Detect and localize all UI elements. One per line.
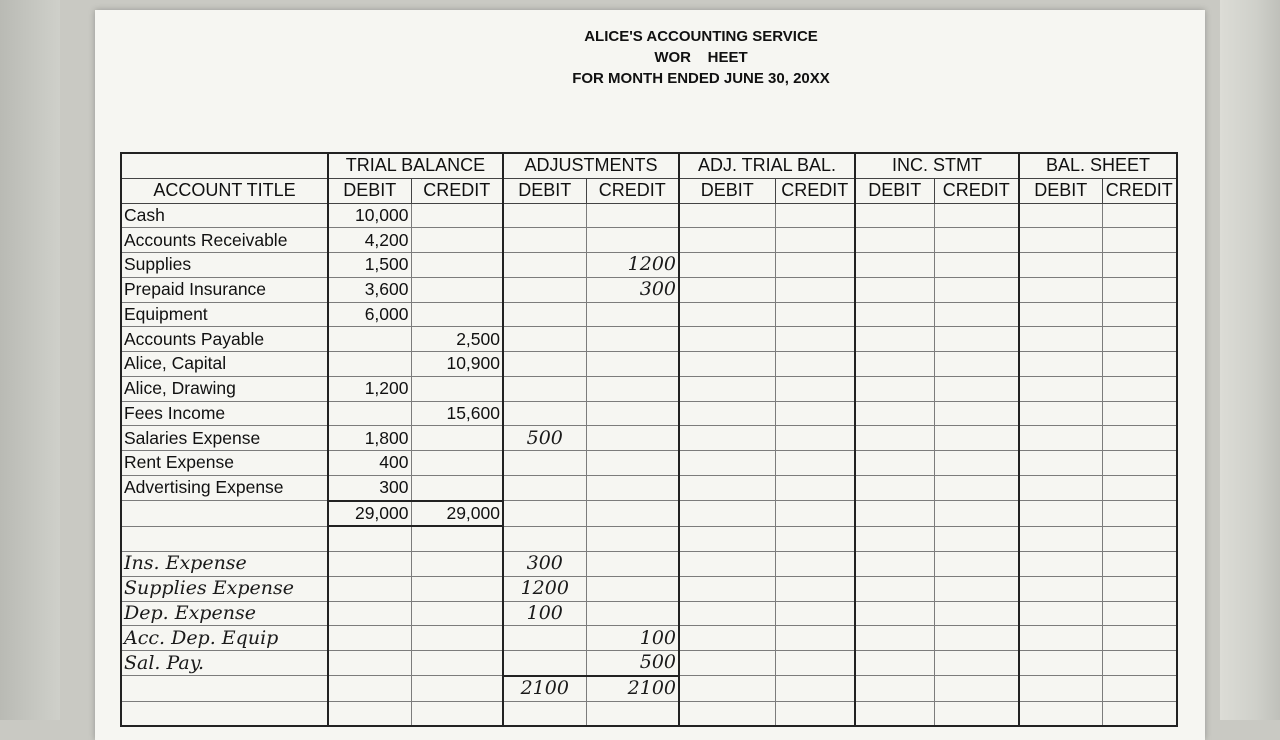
adj-credit-cell bbox=[586, 475, 679, 500]
is-credit-cell bbox=[934, 676, 1019, 701]
adj-debit-cell bbox=[503, 451, 586, 476]
is-credit-cell bbox=[934, 526, 1019, 551]
tb-debit-cell: 400 bbox=[328, 451, 411, 476]
atb-credit-cell bbox=[775, 676, 855, 701]
is-credit-cell bbox=[934, 352, 1019, 377]
account-title-cell: Dep. Expense bbox=[121, 601, 328, 626]
tb-debit-cell bbox=[328, 576, 411, 601]
tb-debit-cell bbox=[328, 552, 411, 577]
account-title-cell bbox=[121, 701, 328, 726]
atb-debit-header: DEBIT bbox=[679, 178, 775, 203]
account-title-cell: Supplies Expense bbox=[121, 576, 328, 601]
bs-credit-cell bbox=[1102, 228, 1177, 253]
tb-credit-cell bbox=[411, 552, 503, 577]
is-debit-cell bbox=[855, 203, 934, 228]
adj-credit-cell: 100 bbox=[586, 626, 679, 651]
tb-debit-cell: 1,800 bbox=[328, 426, 411, 451]
tb-credit-cell bbox=[411, 701, 503, 726]
atb-debit-cell bbox=[679, 228, 775, 253]
account-title-cell: Accounts Receivable bbox=[121, 228, 328, 253]
bs-debit-cell bbox=[1019, 526, 1102, 551]
atb-credit-cell bbox=[775, 352, 855, 377]
account-row bbox=[121, 302, 1177, 327]
adj-debit-cell bbox=[503, 501, 586, 527]
is-debit-cell bbox=[855, 676, 934, 701]
tb-credit-cell bbox=[411, 676, 503, 701]
bs-debit-cell bbox=[1019, 676, 1102, 701]
is-credit-header: CREDIT bbox=[934, 178, 1019, 203]
adj-debit-header: DEBIT bbox=[503, 178, 586, 203]
account-row bbox=[121, 626, 1177, 651]
account-row bbox=[121, 601, 1177, 626]
account-title-cell bbox=[121, 526, 328, 551]
worksheet-paper bbox=[95, 10, 1205, 740]
tb-credit-cell bbox=[411, 626, 503, 651]
bs-debit-cell bbox=[1019, 228, 1102, 253]
adj-credit-cell: 500 bbox=[586, 651, 679, 676]
account-title-cell: Equipment bbox=[121, 302, 328, 327]
tb-debit-cell: 1,200 bbox=[328, 376, 411, 401]
is-debit-cell bbox=[855, 651, 934, 676]
atb-credit-cell bbox=[775, 228, 855, 253]
bs-credit-cell bbox=[1102, 475, 1177, 500]
atb-debit-cell bbox=[679, 475, 775, 500]
tb-debit-cell bbox=[328, 701, 411, 726]
bs-debit-cell bbox=[1019, 701, 1102, 726]
tb-credit-cell bbox=[411, 601, 503, 626]
adj-debit-cell: 1200 bbox=[503, 576, 586, 601]
background-left bbox=[0, 0, 60, 720]
bs-credit-cell bbox=[1102, 576, 1177, 601]
adj-debit-cell bbox=[503, 228, 586, 253]
bs-debit-cell bbox=[1019, 376, 1102, 401]
account-title-cell: Sal. Pay. bbox=[121, 651, 328, 676]
bs-debit-cell bbox=[1019, 552, 1102, 577]
atb-credit-cell bbox=[775, 601, 855, 626]
period-line: FOR MONTH ENDED JUNE 30, 20XX bbox=[572, 70, 830, 87]
tb-credit-cell bbox=[411, 426, 503, 451]
atb-debit-cell bbox=[679, 676, 775, 701]
account-row bbox=[121, 651, 1177, 676]
adj-credit-cell bbox=[586, 302, 679, 327]
tb-credit-cell bbox=[411, 302, 503, 327]
tb-debit-cell: 10,000 bbox=[328, 203, 411, 228]
is-debit-cell bbox=[855, 526, 934, 551]
atb-credit-cell bbox=[775, 501, 855, 527]
is-debit-cell bbox=[855, 376, 934, 401]
account-row bbox=[121, 701, 1177, 726]
group-balance-sheet: BAL. SHEET bbox=[1019, 153, 1177, 178]
adj-credit-cell bbox=[586, 501, 679, 527]
bs-debit-cell bbox=[1019, 475, 1102, 500]
atb-debit-cell bbox=[679, 601, 775, 626]
account-title-top bbox=[121, 153, 328, 178]
atb-debit-cell bbox=[679, 426, 775, 451]
tb-credit-cell bbox=[411, 475, 503, 500]
bs-debit-cell bbox=[1019, 626, 1102, 651]
adj-debit-cell: 300 bbox=[503, 552, 586, 577]
is-debit-cell bbox=[855, 352, 934, 377]
bs-credit-cell bbox=[1102, 552, 1177, 577]
tb-credit-cell: 15,600 bbox=[411, 401, 503, 426]
bs-credit-cell bbox=[1102, 253, 1177, 278]
account-title-cell bbox=[121, 501, 328, 527]
adj-debit-cell: 500 bbox=[503, 426, 586, 451]
adj-credit-cell bbox=[586, 352, 679, 377]
account-title-cell: Alice, Drawing bbox=[121, 376, 328, 401]
account-row bbox=[121, 228, 1177, 253]
account-title-cell: Acc. Dep. Equip bbox=[121, 626, 328, 651]
is-credit-cell bbox=[934, 277, 1019, 302]
bs-credit-cell bbox=[1102, 376, 1177, 401]
bs-debit-cell bbox=[1019, 277, 1102, 302]
account-row bbox=[121, 426, 1177, 451]
bs-credit-cell bbox=[1102, 626, 1177, 651]
atb-credit-cell bbox=[775, 475, 855, 500]
atb-credit-cell bbox=[775, 526, 855, 551]
account-title-header: ACCOUNT TITLE bbox=[121, 178, 328, 203]
bs-debit-cell bbox=[1019, 601, 1102, 626]
is-debit-cell bbox=[855, 253, 934, 278]
account-row bbox=[121, 576, 1177, 601]
adj-debit-cell bbox=[503, 253, 586, 278]
tb-credit-cell bbox=[411, 526, 503, 551]
tb-credit-cell bbox=[411, 651, 503, 676]
atb-credit-cell bbox=[775, 302, 855, 327]
adj-credit-cell bbox=[586, 426, 679, 451]
is-debit-cell bbox=[855, 576, 934, 601]
tb-credit-cell bbox=[411, 277, 503, 302]
atb-debit-cell bbox=[679, 401, 775, 426]
bs-debit-cell bbox=[1019, 327, 1102, 352]
bs-credit-cell bbox=[1102, 327, 1177, 352]
adj-debit-cell bbox=[503, 475, 586, 500]
tb-credit-cell: 2,500 bbox=[411, 327, 503, 352]
atb-credit-cell bbox=[775, 253, 855, 278]
tb-debit-cell bbox=[328, 526, 411, 551]
account-title-cell: Fees Income bbox=[121, 401, 328, 426]
atb-credit-cell bbox=[775, 426, 855, 451]
bs-credit-cell bbox=[1102, 203, 1177, 228]
is-credit-cell bbox=[934, 376, 1019, 401]
bs-credit-cell bbox=[1102, 451, 1177, 476]
account-row bbox=[121, 552, 1177, 577]
atb-debit-cell bbox=[679, 376, 775, 401]
atb-credit-cell bbox=[775, 327, 855, 352]
tb-debit-cell bbox=[328, 601, 411, 626]
atb-debit-cell bbox=[679, 327, 775, 352]
tb-debit-cell bbox=[328, 327, 411, 352]
bs-credit-cell bbox=[1102, 352, 1177, 377]
is-credit-cell bbox=[934, 701, 1019, 726]
bs-debit-cell bbox=[1019, 302, 1102, 327]
bs-credit-cell bbox=[1102, 501, 1177, 527]
is-debit-cell bbox=[855, 501, 934, 527]
is-credit-cell bbox=[934, 426, 1019, 451]
adj-debit-cell: 2100 bbox=[503, 676, 586, 701]
atb-debit-cell bbox=[679, 552, 775, 577]
account-title-cell: Cash bbox=[121, 203, 328, 228]
is-debit-cell bbox=[855, 552, 934, 577]
account-title-cell bbox=[121, 676, 328, 701]
adj-debit-cell bbox=[503, 352, 586, 377]
is-credit-cell bbox=[934, 651, 1019, 676]
atb-credit-cell bbox=[775, 576, 855, 601]
adj-credit-cell bbox=[586, 451, 679, 476]
account-row bbox=[121, 203, 1177, 228]
is-credit-cell bbox=[934, 451, 1019, 476]
tb-debit-cell: 1,500 bbox=[328, 253, 411, 278]
tb-credit-cell bbox=[411, 451, 503, 476]
is-credit-cell bbox=[934, 401, 1019, 426]
bs-credit-cell bbox=[1102, 426, 1177, 451]
bs-debit-cell bbox=[1019, 651, 1102, 676]
document-title: WOR HEET bbox=[654, 49, 748, 66]
atb-debit-cell bbox=[679, 451, 775, 476]
account-row bbox=[121, 676, 1177, 701]
adj-credit-cell bbox=[586, 601, 679, 626]
tb-debit-cell bbox=[328, 352, 411, 377]
tb-debit-header: DEBIT bbox=[328, 178, 411, 203]
is-debit-cell bbox=[855, 626, 934, 651]
adj-debit-cell bbox=[503, 701, 586, 726]
account-row bbox=[121, 327, 1177, 352]
tb-credit-cell: 29,000 bbox=[411, 501, 503, 527]
bs-debit-cell bbox=[1019, 576, 1102, 601]
bs-credit-cell bbox=[1102, 401, 1177, 426]
account-row bbox=[121, 277, 1177, 302]
account-row bbox=[121, 501, 1177, 527]
bs-debit-header: DEBIT bbox=[1019, 178, 1102, 203]
is-debit-cell bbox=[855, 701, 934, 726]
adj-debit-cell bbox=[503, 626, 586, 651]
group-header-row bbox=[121, 153, 1177, 178]
adj-debit-cell bbox=[503, 376, 586, 401]
atb-debit-cell bbox=[679, 253, 775, 278]
is-credit-cell bbox=[934, 576, 1019, 601]
adj-credit-cell bbox=[586, 228, 679, 253]
account-row bbox=[121, 475, 1177, 500]
adj-credit-cell: 2100 bbox=[586, 676, 679, 701]
company-name: ALICE'S ACCOUNTING SERVICE bbox=[584, 28, 818, 45]
bs-debit-cell bbox=[1019, 401, 1102, 426]
bs-debit-cell bbox=[1019, 426, 1102, 451]
account-row bbox=[121, 401, 1177, 426]
tb-debit-cell: 6,000 bbox=[328, 302, 411, 327]
group-adjustments: ADJUSTMENTS bbox=[503, 153, 679, 178]
adj-credit-cell bbox=[586, 401, 679, 426]
is-debit-cell bbox=[855, 475, 934, 500]
is-credit-cell bbox=[934, 626, 1019, 651]
is-credit-cell bbox=[934, 253, 1019, 278]
tb-credit-cell bbox=[411, 376, 503, 401]
group-trial-balance: TRIAL BALANCE bbox=[328, 153, 503, 178]
bs-credit-cell bbox=[1102, 302, 1177, 327]
adj-credit-cell bbox=[586, 203, 679, 228]
atb-debit-cell bbox=[679, 277, 775, 302]
adj-debit-cell bbox=[503, 401, 586, 426]
is-debit-cell bbox=[855, 302, 934, 327]
adj-credit-cell bbox=[586, 552, 679, 577]
adj-debit-cell bbox=[503, 327, 586, 352]
worksheet-header bbox=[95, 26, 1280, 89]
is-debit-cell bbox=[855, 426, 934, 451]
bs-debit-cell bbox=[1019, 352, 1102, 377]
column-header-row bbox=[121, 178, 1177, 203]
account-title-cell: Alice, Capital bbox=[121, 352, 328, 377]
atb-debit-cell bbox=[679, 501, 775, 527]
bs-credit-cell bbox=[1102, 676, 1177, 701]
is-credit-cell bbox=[934, 302, 1019, 327]
tb-debit-cell: 3,600 bbox=[328, 277, 411, 302]
atb-credit-cell bbox=[775, 277, 855, 302]
adj-debit-cell bbox=[503, 651, 586, 676]
adj-debit-cell bbox=[503, 302, 586, 327]
atb-debit-cell bbox=[679, 626, 775, 651]
is-credit-cell bbox=[934, 501, 1019, 527]
is-debit-header: DEBIT bbox=[855, 178, 934, 203]
account-title-cell: Ins. Expense bbox=[121, 552, 328, 577]
group-adj-trial-balance: ADJ. TRIAL BAL. bbox=[679, 153, 855, 178]
bs-debit-cell bbox=[1019, 203, 1102, 228]
adj-debit-cell: 100 bbox=[503, 601, 586, 626]
adj-debit-cell bbox=[503, 203, 586, 228]
adj-debit-cell bbox=[503, 277, 586, 302]
atb-debit-cell bbox=[679, 651, 775, 676]
bs-debit-cell bbox=[1019, 501, 1102, 527]
account-row bbox=[121, 352, 1177, 377]
atb-debit-cell bbox=[679, 203, 775, 228]
bs-credit-cell bbox=[1102, 651, 1177, 676]
tb-debit-cell: 4,200 bbox=[328, 228, 411, 253]
is-debit-cell bbox=[855, 277, 934, 302]
adj-credit-cell bbox=[586, 576, 679, 601]
is-debit-cell bbox=[855, 401, 934, 426]
is-credit-cell bbox=[934, 203, 1019, 228]
tb-debit-cell bbox=[328, 676, 411, 701]
group-income-statement: INC. STMT bbox=[855, 153, 1019, 178]
atb-credit-cell bbox=[775, 401, 855, 426]
adj-credit-cell: 1200 bbox=[586, 253, 679, 278]
atb-debit-cell bbox=[679, 576, 775, 601]
is-credit-cell bbox=[934, 228, 1019, 253]
is-debit-cell bbox=[855, 601, 934, 626]
bs-credit-cell bbox=[1102, 601, 1177, 626]
tb-debit-cell bbox=[328, 401, 411, 426]
bs-credit-cell bbox=[1102, 701, 1177, 726]
atb-credit-cell bbox=[775, 701, 855, 726]
account-title-cell: Salaries Expense bbox=[121, 426, 328, 451]
is-credit-cell bbox=[934, 327, 1019, 352]
is-credit-cell bbox=[934, 601, 1019, 626]
account-title-cell: Rent Expense bbox=[121, 451, 328, 476]
atb-credit-cell bbox=[775, 651, 855, 676]
is-debit-cell bbox=[855, 451, 934, 476]
tb-debit-cell: 29,000 bbox=[328, 501, 411, 527]
tb-credit-cell bbox=[411, 253, 503, 278]
atb-credit-cell bbox=[775, 203, 855, 228]
adj-credit-cell bbox=[586, 376, 679, 401]
adj-credit-cell bbox=[586, 701, 679, 726]
atb-credit-cell bbox=[775, 376, 855, 401]
account-row bbox=[121, 526, 1177, 551]
atb-debit-cell bbox=[679, 302, 775, 327]
account-title-cell: Supplies bbox=[121, 253, 328, 278]
tb-credit-header: CREDIT bbox=[411, 178, 503, 203]
adj-credit-cell bbox=[586, 327, 679, 352]
bs-debit-cell bbox=[1019, 451, 1102, 476]
atb-credit-cell bbox=[775, 552, 855, 577]
atb-debit-cell bbox=[679, 701, 775, 726]
is-debit-cell bbox=[855, 327, 934, 352]
atb-debit-cell bbox=[679, 352, 775, 377]
account-title-cell: Advertising Expense bbox=[121, 475, 328, 500]
account-title-cell: Accounts Payable bbox=[121, 327, 328, 352]
account-row bbox=[121, 376, 1177, 401]
bs-credit-header: CREDIT bbox=[1102, 178, 1177, 203]
tb-debit-cell bbox=[328, 651, 411, 676]
tb-credit-cell: 10,900 bbox=[411, 352, 503, 377]
adj-debit-cell bbox=[503, 526, 586, 551]
is-credit-cell bbox=[934, 552, 1019, 577]
tb-debit-cell bbox=[328, 626, 411, 651]
atb-debit-cell bbox=[679, 526, 775, 551]
adj-credit-header: CREDIT bbox=[586, 178, 679, 203]
bs-debit-cell bbox=[1019, 253, 1102, 278]
adj-credit-cell: 300 bbox=[586, 277, 679, 302]
tb-debit-cell: 300 bbox=[328, 475, 411, 500]
adj-credit-cell bbox=[586, 526, 679, 551]
background-right bbox=[1220, 0, 1280, 720]
atb-credit-cell bbox=[775, 451, 855, 476]
worksheet-table bbox=[120, 152, 1178, 727]
bs-credit-cell bbox=[1102, 526, 1177, 551]
tb-credit-cell bbox=[411, 228, 503, 253]
account-title-cell: Prepaid Insurance bbox=[121, 277, 328, 302]
atb-credit-header: CREDIT bbox=[775, 178, 855, 203]
atb-credit-cell bbox=[775, 626, 855, 651]
bs-credit-cell bbox=[1102, 277, 1177, 302]
tb-credit-cell bbox=[411, 576, 503, 601]
account-row bbox=[121, 253, 1177, 278]
tb-credit-cell bbox=[411, 203, 503, 228]
account-row bbox=[121, 451, 1177, 476]
is-debit-cell bbox=[855, 228, 934, 253]
is-credit-cell bbox=[934, 475, 1019, 500]
